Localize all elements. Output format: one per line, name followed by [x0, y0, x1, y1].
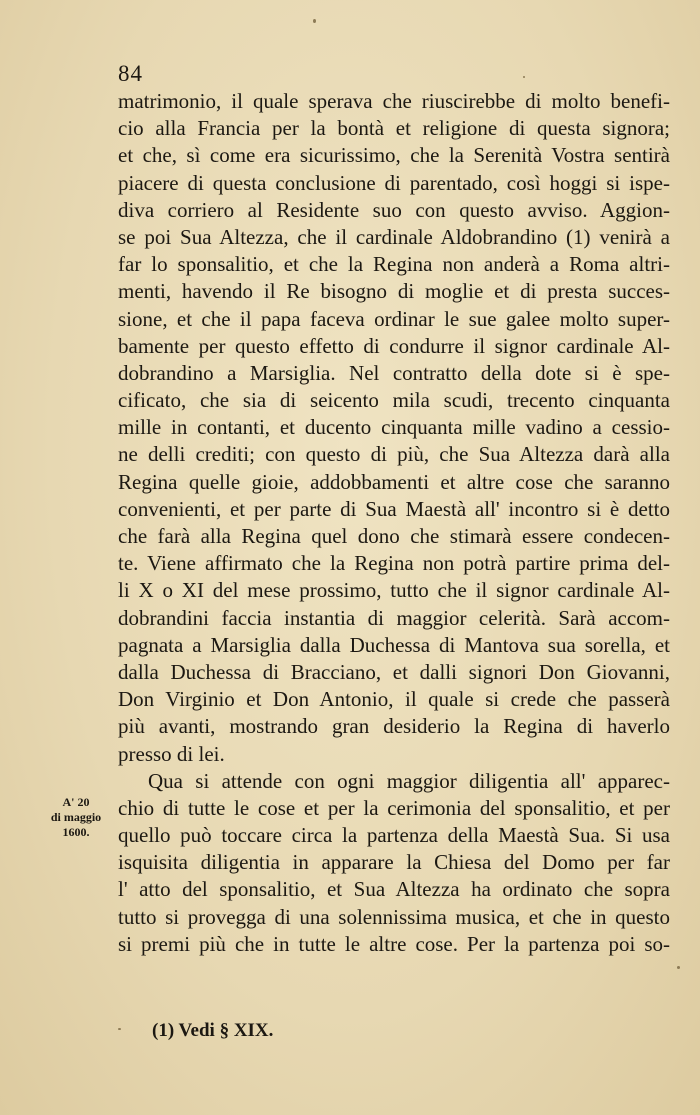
text-line: più avanti, mostrando gran desiderio la Regina di haverlo	[118, 714, 670, 739]
text-line: Regina quelle gioie, addobbamenti et altre cose che saranno	[118, 469, 670, 494]
text-line: quello può toccare circa la partenza della Maestà Sua. Si usa	[118, 823, 670, 848]
text-line: menti, havendo il Re bisogno di moglie et di presta succes-	[118, 279, 670, 304]
text-line: li X o XI del mese prossimo, tutto che il signor cardinale Al-	[118, 578, 670, 603]
page-number: 84	[118, 61, 143, 86]
text-line: l' atto del sponsalitio, et Sua Altezza ha ordinato che sopra	[118, 877, 670, 902]
text-line: et che, sì come era sicurissimo, che la Serenità Vostra sentirà	[118, 143, 670, 168]
paper-speck	[313, 19, 316, 23]
text-line: matrimonio, il quale sperava che riuscirebbe di molto benefi-	[118, 89, 670, 113]
text-line: chio di tutte le cose et per la cerimonia del sponsalitio, et per	[118, 795, 670, 820]
text-line: far lo sponsalitio, et che la Regina non anderà a Roma altri-	[118, 252, 670, 277]
text-line: sione, et che il papa faceva ordinar le sue galee molto super-	[118, 306, 670, 331]
paper-speck	[523, 76, 525, 78]
text-line: si premi più che in tutte le altre cose. Per la partenza poi so-	[118, 931, 670, 956]
text-line: tutto si provegga di una solennissima musica, et che in questo	[118, 904, 670, 929]
text-line: Qua si attende con ogni maggior diligentia all' apparec-	[148, 768, 670, 793]
body-text	[118, 88, 670, 958]
paper-speck	[118, 1028, 121, 1030]
text-line: Don Virginio et Don Antonio, il quale si crede che passerà	[118, 687, 670, 712]
text-line: diva corriero al Residente suo con questo avviso. Aggion-	[118, 197, 670, 222]
text-line: cificato, che sia di seicento mila scudi, trecento cinquanta	[118, 388, 670, 413]
text-line: cio alla Francia per la bontà et religione di questa signora;	[118, 116, 670, 141]
text-line: dalla Duchessa di Bracciano, et dalli signori Don Giovanni,	[118, 659, 670, 684]
text-line: dobrandini faccia instantia di maggior celerità. Sarà accom-	[118, 605, 670, 630]
margin-note-line: 1600.	[62, 825, 90, 839]
margin-note-line: di maggio	[50, 810, 102, 824]
text-line: presso di lei.	[118, 741, 225, 766]
text-line: che farà alla Regina quel dono che stimarà essere condecen-	[118, 524, 670, 548]
text-line: dobrandino a Marsiglia. Nel contratto della dote si è spe-	[118, 360, 670, 385]
text-line: se poi Sua Altezza, che il cardinale Aldobrandino (1) venirà a	[118, 224, 670, 249]
text-line: mille in contanti, et ducento cinquanta mille vadino a cessio-	[118, 415, 670, 440]
text-line: piacere di questa conclusione di parentado, così hoggi si ispe-	[118, 170, 670, 195]
margin-date-note	[44, 795, 108, 840]
text-line: te. Viene affirmato che la Regina non potrà partire prima del-	[118, 551, 670, 576]
text-line: ne delli crediti; con questo di più, che Sua Altezza darà alla	[118, 442, 670, 467]
margin-note-line: A' 20	[62, 795, 90, 809]
text-line: bamente per questo effetto di condurre il signor cardinale Al-	[118, 333, 670, 358]
text-line: isquisita diligentia in apparare la Chiesa del Domo per far	[118, 850, 670, 875]
paper-speck	[677, 966, 680, 969]
text-line: pagnata a Marsiglia dalla Duchessa di Mantova sua sorella, et	[118, 632, 670, 657]
footnote: (1) Vedi § XIX.	[152, 1020, 274, 1041]
text-line: convenienti, et per parte di Sua Maestà all' incontro si è detto	[118, 496, 670, 521]
